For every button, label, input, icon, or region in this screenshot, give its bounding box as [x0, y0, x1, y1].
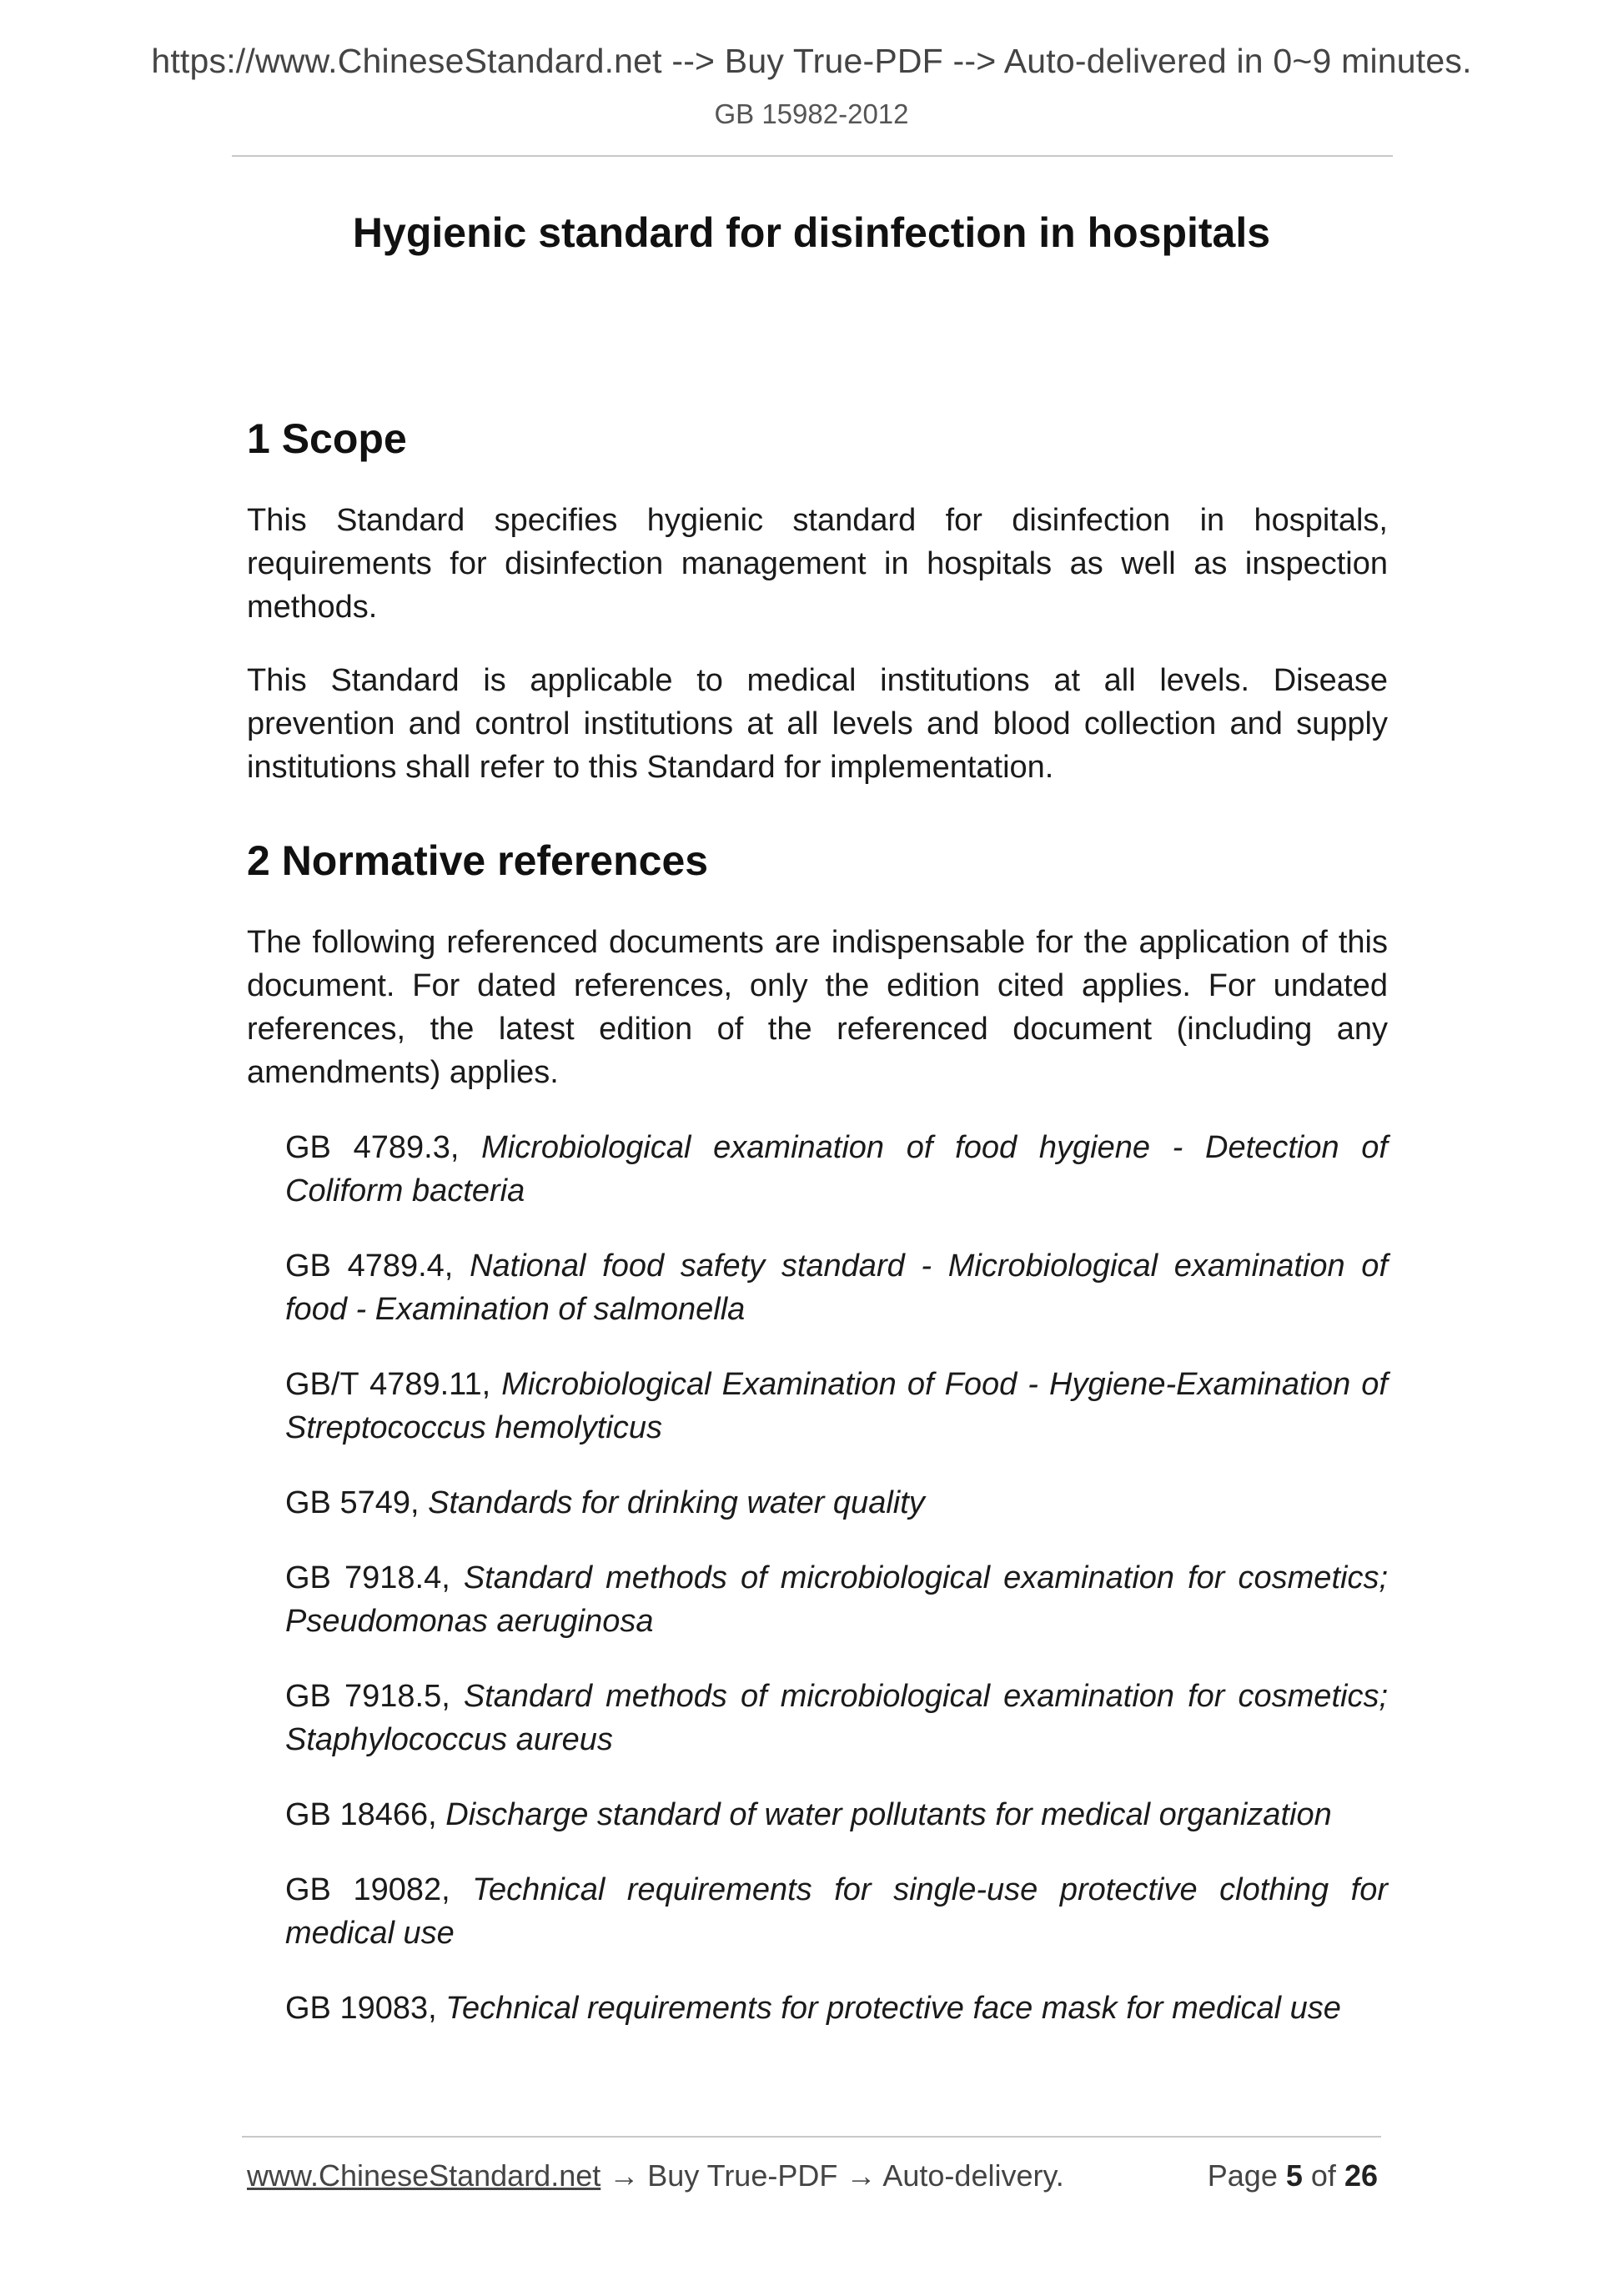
reference-title: National food safety standard - Microbiological examination of food - Examination of salmonella: [285, 1248, 1389, 1327]
reference-item: [285, 1987, 1388, 2030]
reference-code: GB/T 4789.11,: [285, 1367, 491, 1402]
total-pages: 26: [1344, 2158, 1378, 2193]
reference-item: [285, 1244, 1388, 1331]
reference-item: [285, 1481, 1388, 1525]
section-heading-scope: 1 Scope: [247, 415, 407, 462]
reference-item: [285, 1675, 1388, 1761]
reference-code: GB 7918.4,: [285, 1560, 450, 1595]
reference-code: GB 7918.5,: [285, 1679, 450, 1714]
document-title: Hygienic standard for disinfection in hospitals: [352, 209, 1271, 256]
reference-item: [285, 1126, 1388, 1213]
reference-code: GB 4789.4,: [285, 1248, 454, 1284]
header-divider: [232, 155, 1393, 157]
section-heading-normative-references: 2 Normative references: [247, 837, 709, 884]
reference-code: GB 18466,: [285, 1797, 437, 1832]
page-number: 5: [1285, 2158, 1303, 2193]
reference-title: Standards for drinking water quality: [428, 1485, 925, 1520]
reference-title: Standard methods of microbiological examination for cosmetics; Staphylococcus aureus: [285, 1679, 1388, 1757]
document-body: [247, 409, 1388, 2030]
header-standard-code: GB 15982-2012: [714, 98, 909, 129]
reference-title: Microbiological examination of food hygiene - Detection of Coliform bacteria: [285, 1130, 1388, 1208]
footer-promo: [247, 2158, 1064, 2193]
arrow-right-icon: →: [609, 2158, 640, 2193]
reference-item: [285, 1556, 1388, 1643]
page-label: Page: [1207, 2158, 1278, 2193]
reference-title: Standard methods of microbiological examination for cosmetics; Pseudomonas aeruginosa: [285, 1560, 1388, 1639]
footer-delivery-text: Auto-delivery.: [882, 2158, 1064, 2193]
reference-item: [285, 1793, 1388, 1836]
reference-code: GB 19083,: [285, 1991, 437, 2026]
scope-paragraph-2: This Standard is applicable to medical institutions at all levels. Disease prevention and control institutions at all levels and blood collection and supply institutions shall refer to this Standard for implementation.: [247, 663, 1388, 785]
of-label: of: [1310, 2158, 1336, 2193]
footer-site-link[interactable]: www.ChineseStandard.net: [247, 2158, 601, 2193]
reference-title: Technical requirements for protective face mask for medical use: [445, 1991, 1341, 2026]
arrow-right-icon: →: [846, 2158, 877, 2193]
footer-divider: [242, 2136, 1381, 2138]
footer-buy-text: Buy True-PDF: [647, 2158, 838, 2193]
reference-title: Discharge standard of water pollutants for medical organization: [445, 1797, 1332, 1832]
reference-title: Technical requirements for single-use protective clothing for medical use: [285, 1872, 1388, 1951]
header-url-line: https://www.ChineseStandard.net --> Buy True-PDF --> Auto-delivered in 0~9 minutes.: [151, 42, 1472, 80]
reference-code: GB 19082,: [285, 1872, 450, 1907]
reference-code: GB 5749,: [285, 1485, 420, 1520]
reference-item: [285, 1363, 1388, 1449]
references-intro-paragraph: The following referenced documents are indispensable for the application of this document. For dated references, only the edition cited applies. For undated references, the latest edition of the referenced document (including any amendments) applies.: [247, 925, 1388, 1090]
reference-code: GB 4789.3,: [285, 1130, 460, 1165]
page-indicator: [1208, 2158, 1378, 2193]
reference-item: [285, 1868, 1388, 1955]
scope-paragraph-1: This Standard specifies hygienic standard for disinfection in hospitals, requirements for disinfection management in hospitals as well as inspection methods.: [247, 503, 1388, 625]
reference-title: Microbiological Examination of Food - Hygiene-Examination of Streptococcus hemolyticus: [285, 1367, 1388, 1445]
